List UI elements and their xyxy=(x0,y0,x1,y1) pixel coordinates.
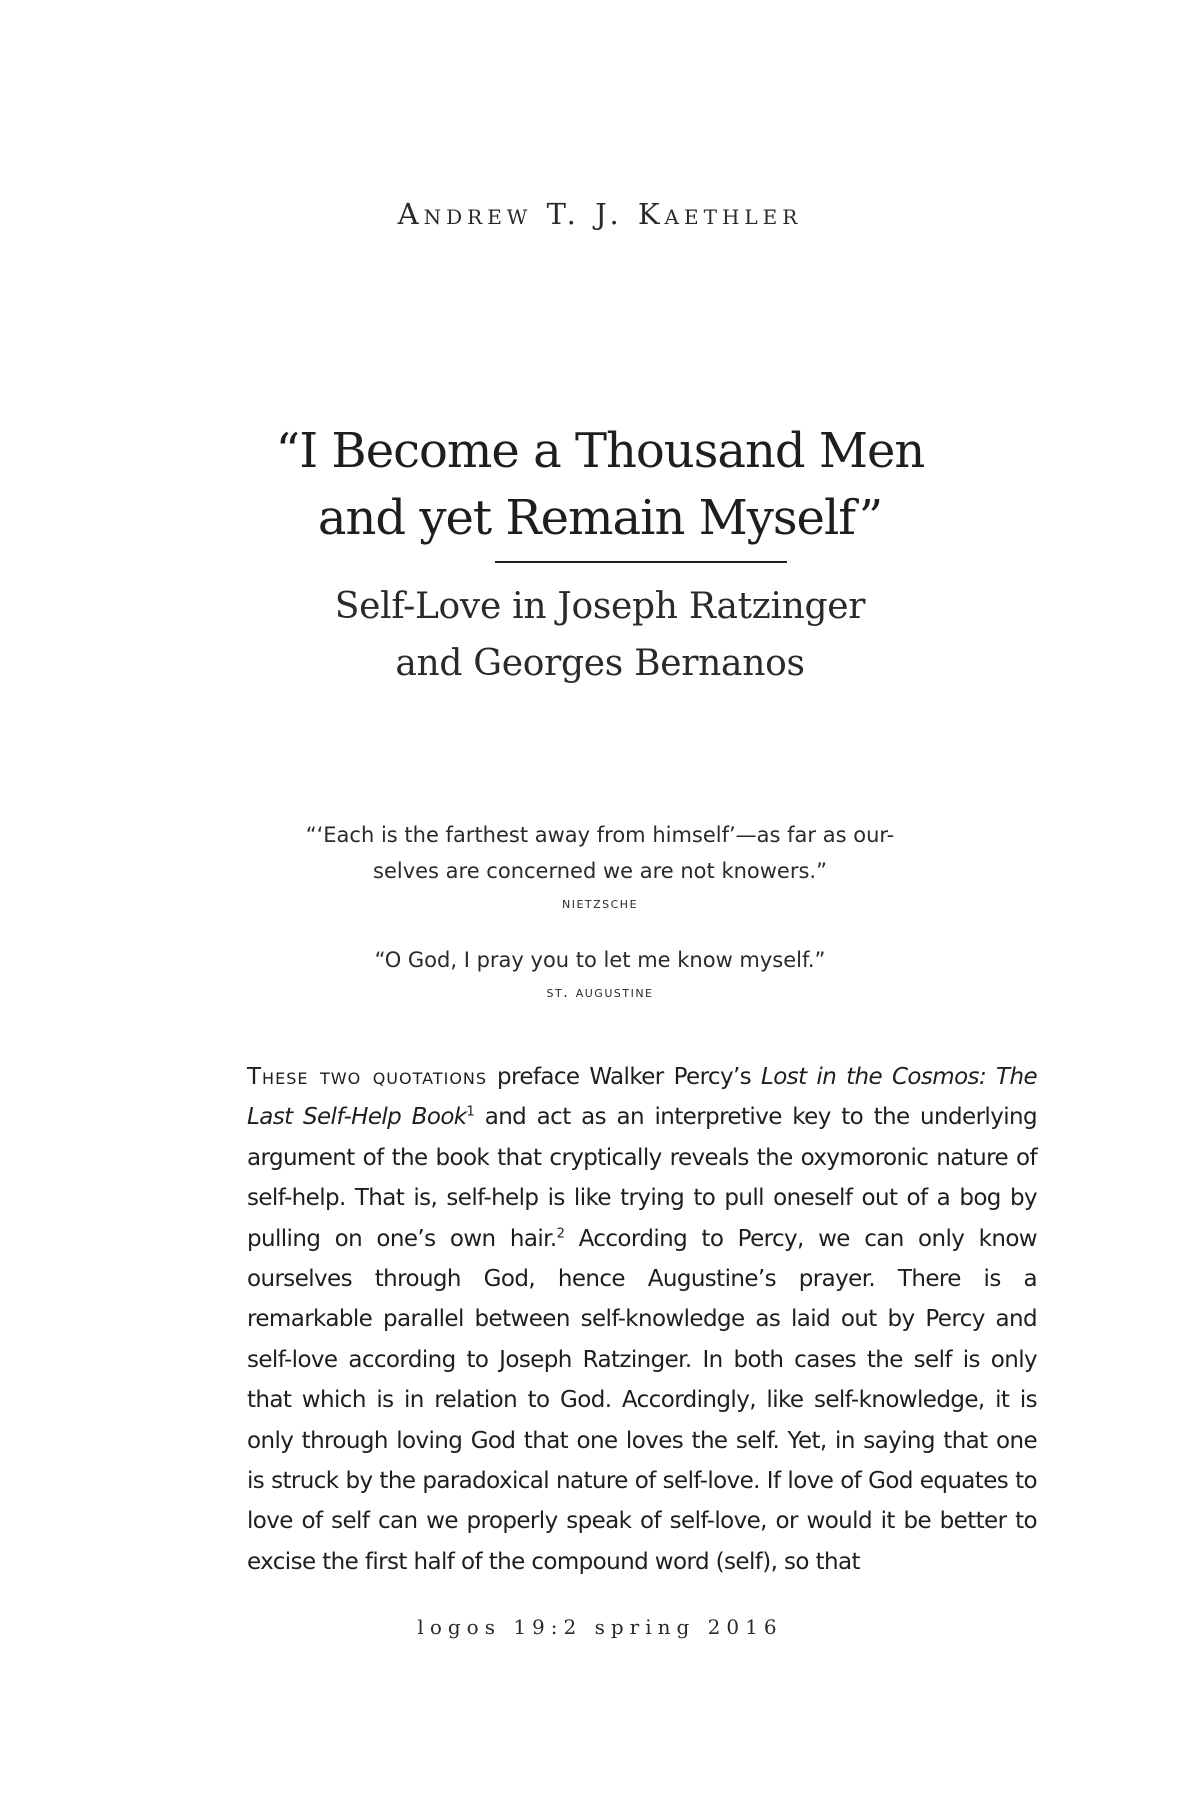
paragraph-text-3: According to Percy, we can only know ourselves through God, hence Augustine’s prayer. There is a remarkable parallel between self-knowledge as laid out by Percy and self-love according to Joseph Ratzinger. In both cases the self is only that which is in relation to God. Accordingly, like self-knowledge, it is only through loving God that one loves the self. Yet, in saying that one is struck by the paradoxical nature of self-love. If love of God equates to love of self can we properly speak of self-love, or would it be better to excise the first half of the compound word (self), so that xyxy=(247,1225,1038,1575)
paragraph-lead-in: These two quotations xyxy=(247,1064,488,1090)
epigraph-augustine xyxy=(300,942,900,1002)
journal-footer: logos 19:2 spring 2016 xyxy=(417,1615,783,1639)
epigraph-nietzsche xyxy=(300,817,900,913)
epigraph-quote-line-1: “‘Each is the farthest away from himself’—as far as our- xyxy=(305,823,895,847)
title-divider xyxy=(495,561,787,563)
paragraph-text-2: and act as an interpretive key to the underlying argument of the book that cryptically reveals the oxymoronic nature of self-help. That is, self-help is like trying to pull oneself out of a bog by pulling on one’s own hair. xyxy=(247,1104,1037,1252)
article-title-line-2: and yet Remain Myself” xyxy=(317,490,883,546)
epigraph-quote-line-1: “O God, I pray you to let me know myself.” xyxy=(374,948,826,972)
article-title-line-1: “I Become a Thousand Men xyxy=(275,423,925,479)
article-title xyxy=(0,418,1200,552)
body-paragraph xyxy=(247,1057,1037,1582)
article-subtitle-line-1: Self-Love in Joseph Ratzinger xyxy=(334,586,866,627)
author-name: Andrew T. J. Kaethler xyxy=(397,197,803,231)
epigraph-quote-line-2: selves are concerned we are not knowers.” xyxy=(373,859,827,883)
epigraph-attribution: st. augustine xyxy=(546,983,654,1001)
footnote-marker-1[interactable]: 1 xyxy=(466,1104,475,1120)
book-title: Lost in the Cosmos: The Last Self-Help Book xyxy=(247,1064,1037,1131)
article-subtitle-line-2: and Georges Bernanos xyxy=(395,643,805,684)
epigraph-attribution: nietzsche xyxy=(561,894,639,912)
article-subtitle xyxy=(0,578,1200,692)
footnote-marker-2[interactable]: 2 xyxy=(556,1225,565,1241)
paragraph-text-1: preface Walker Percy’s xyxy=(487,1064,761,1090)
